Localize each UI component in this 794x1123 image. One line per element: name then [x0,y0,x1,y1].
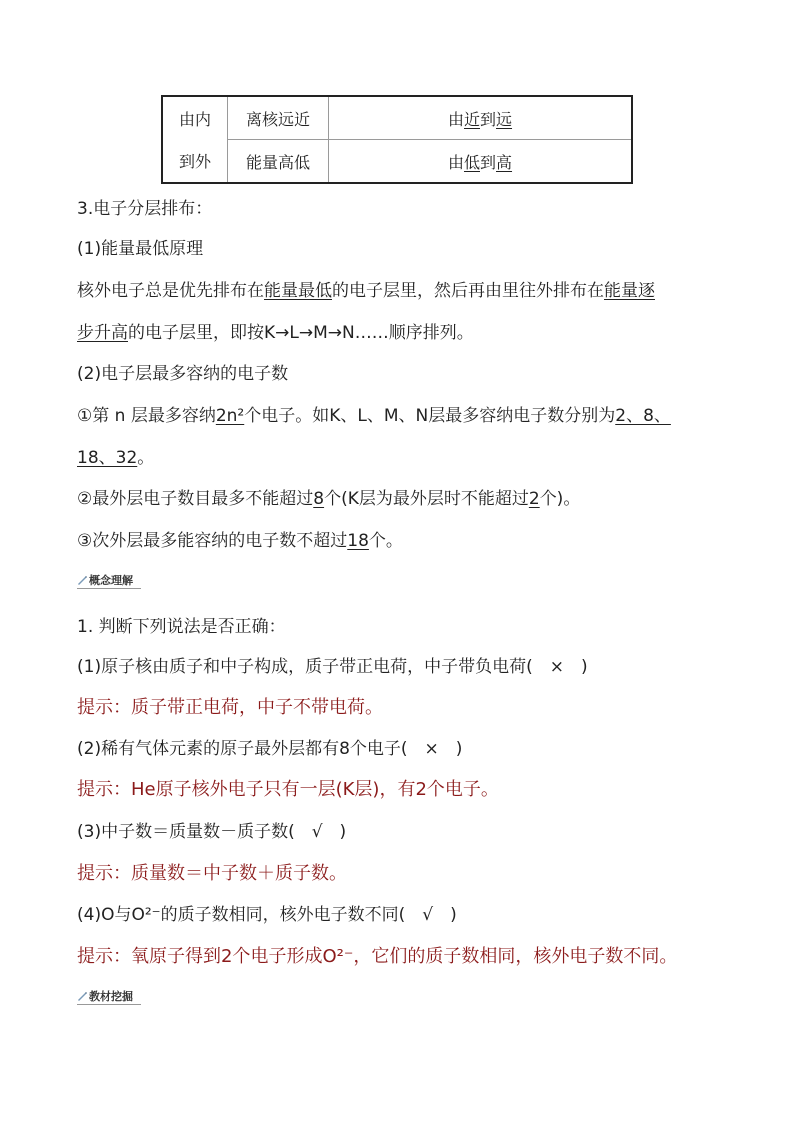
hint-2: 提示：He原子核外电子只有一层(K层)，有2个电子。 [77,779,499,800]
table-cell: 能量高低 [228,140,329,184]
principle-text-line2: 步升高的电子层里，即按K→L→M→N……顺序排列。 [77,323,474,343]
electron-layer-table [161,95,633,184]
table-cell: 由低到高 [329,140,633,184]
question-2: (2)稀有气体元素的原子最外层都有8个电子( × ) [77,739,463,759]
section-3-title: 3.电子分层排布： [77,199,213,219]
principle-text-line1: 核外电子总是优先排布在能量最低的电子层里，然后再由里往外排布在能量逐 [77,281,655,301]
pen-icon [77,991,87,1001]
capacity-title: (2)电子层最多容纳的电子数 [77,364,289,384]
hint-3: 提示：质量数＝中子数＋质子数。 [77,863,347,884]
hint-1: 提示：质子带正电荷，中子不带电荷。 [77,697,383,718]
divider [77,588,141,589]
table-row [162,140,632,184]
table-cell: 由近到远 [329,96,633,140]
table-cell: 到外 [162,140,228,184]
question-1: (1)原子核由质子和中子构成，质子带正电荷，中子带负电荷( × ) [77,657,588,677]
pen-icon [77,575,87,585]
capacity-item-1-line1: ①第 n 层最多容纳2n²个电子。如K、L、M、N层最多容纳电子数分别为2、8、 [77,406,671,426]
question-4: (4)O与O²⁻的质子数相同，核外电子数不同( √ ) [77,905,457,925]
divider [77,1004,141,1005]
principle-title: (1)能量最低原理 [77,239,204,259]
capacity-item-2: ②最外层电子数目最多不能超过8个(K层为最外层时不能超过2个)。 [77,489,581,509]
textbook-section-tag: 教材挖掘 [77,988,133,1004]
concept-section-tag: 概念理解 [77,572,133,588]
table-cell: 由内 [162,96,228,140]
question-3: (3)中子数＝质量数－质子数( √ ) [77,822,347,842]
question-title: 1. 判断下列说法是否正确： [77,617,286,637]
capacity-item-1-line2: 18、32。 [77,448,155,468]
capacity-item-3: ③次外层最多能容纳的电子数不超过18个。 [77,531,403,551]
hint-4: 提示：氧原子得到2个电子形成O²⁻，它们的质子数相同，核外电子数不同。 [77,946,678,967]
table-cell: 离核远近 [228,96,329,140]
table-row [162,96,632,140]
